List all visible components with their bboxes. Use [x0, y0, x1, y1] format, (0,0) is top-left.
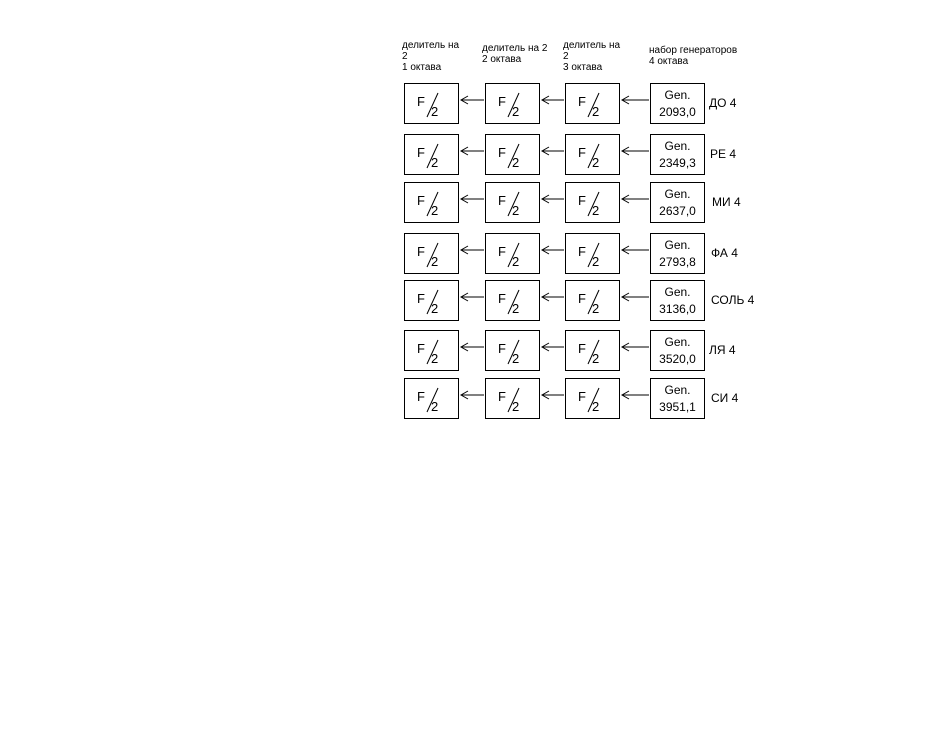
- generator-frequency: 2093,0: [659, 105, 696, 119]
- arrow-left: [622, 96, 649, 104]
- arrow-left: [542, 293, 564, 301]
- header-generators-octave-4: набор генераторов 4 октава: [649, 45, 738, 67]
- header-divider-octave-2: делитель на 2 2 октава: [482, 43, 548, 65]
- divider-denominator: 2: [512, 351, 520, 366]
- arrow-left: [461, 246, 484, 254]
- divider-numerator: F: [578, 145, 586, 160]
- divider-denominator: 2: [592, 351, 600, 366]
- divider-denominator: 2: [592, 254, 600, 269]
- divider-denominator: 2: [512, 104, 520, 119]
- arrow-left: [542, 343, 564, 351]
- divider-numerator: F: [578, 244, 586, 259]
- note-label: ДО 4: [709, 96, 737, 110]
- note-label: МИ 4: [712, 195, 741, 209]
- divider-denominator: 2: [512, 301, 520, 316]
- note-label: РЕ 4: [710, 147, 737, 161]
- arrow-left: [542, 246, 564, 254]
- generator-frequency: 2349,3: [659, 156, 696, 170]
- generator-label: Gen.: [664, 139, 691, 153]
- arrow-left: [622, 343, 649, 351]
- divider-numerator: F: [578, 291, 586, 306]
- generator-label: Gen.: [664, 383, 691, 397]
- divider-denominator: 2: [592, 155, 600, 170]
- header-divider-octave-3: делитель на 2 3 октава: [563, 40, 621, 73]
- divider-numerator: F: [417, 389, 425, 404]
- generator-frequency: 2637,0: [659, 204, 696, 218]
- divider-denominator: 2: [431, 301, 439, 316]
- divider-denominator: 2: [592, 104, 600, 119]
- divider-numerator: F: [417, 193, 425, 208]
- divider-denominator: 2: [512, 203, 520, 218]
- generator-label: Gen.: [664, 335, 691, 349]
- generator-frequency: 3951,1: [659, 400, 696, 414]
- divider-numerator: F: [417, 244, 425, 259]
- divider-denominator: 2: [512, 155, 520, 170]
- generator-frequency: 3136,0: [659, 302, 696, 316]
- divider-numerator: F: [417, 94, 425, 109]
- generator-label: Gen.: [664, 187, 691, 201]
- divider-denominator: 2: [592, 203, 600, 218]
- arrow-left: [461, 195, 484, 203]
- divider-denominator: 2: [431, 104, 439, 119]
- arrow-left: [622, 195, 649, 203]
- arrow-left: [622, 391, 649, 399]
- note-label: СИ 4: [711, 391, 739, 405]
- divider-numerator: F: [498, 193, 506, 208]
- note-label: ЛЯ 4: [709, 343, 736, 357]
- divider-numerator: F: [417, 341, 425, 356]
- divider-denominator: 2: [592, 399, 600, 414]
- generator-frequency: 3520,0: [659, 352, 696, 366]
- divider-numerator: F: [578, 341, 586, 356]
- arrow-left: [622, 293, 649, 301]
- divider-numerator: F: [498, 389, 506, 404]
- divider-denominator: 2: [431, 155, 439, 170]
- divider-denominator: 2: [431, 351, 439, 366]
- divider-denominator: 2: [431, 203, 439, 218]
- arrow-left: [622, 246, 649, 254]
- divider-numerator: F: [417, 291, 425, 306]
- divider-numerator: F: [498, 341, 506, 356]
- arrow-left: [542, 195, 564, 203]
- arrow-left: [542, 391, 564, 399]
- divider-numerator: F: [417, 145, 425, 160]
- divider-denominator: 2: [512, 254, 520, 269]
- arrow-left: [461, 147, 484, 155]
- arrow-left: [461, 391, 484, 399]
- arrow-left: [461, 293, 484, 301]
- generator-label: Gen.: [664, 238, 691, 252]
- divider-denominator: 2: [512, 399, 520, 414]
- divider-numerator: F: [498, 94, 506, 109]
- divider-denominator: 2: [592, 301, 600, 316]
- note-label: СОЛЬ 4: [711, 293, 755, 307]
- arrow-left: [461, 343, 484, 351]
- arrow-left: [622, 147, 649, 155]
- divider-numerator: F: [498, 244, 506, 259]
- generator-label: Gen.: [664, 88, 691, 102]
- divider-denominator: 2: [431, 254, 439, 269]
- divider-numerator: F: [578, 94, 586, 109]
- generator-frequency: 2793,8: [659, 255, 696, 269]
- divider-numerator: F: [578, 389, 586, 404]
- arrow-left: [542, 96, 564, 104]
- divider-denominator: 2: [431, 399, 439, 414]
- header-divider-octave-1: делитель на 2 1 октава: [402, 40, 460, 73]
- arrow-left: [542, 147, 564, 155]
- divider-numerator: F: [578, 193, 586, 208]
- arrow-left: [461, 96, 484, 104]
- divider-numerator: F: [498, 145, 506, 160]
- note-label: ФА 4: [711, 246, 738, 260]
- divider-numerator: F: [498, 291, 506, 306]
- generator-label: Gen.: [664, 285, 691, 299]
